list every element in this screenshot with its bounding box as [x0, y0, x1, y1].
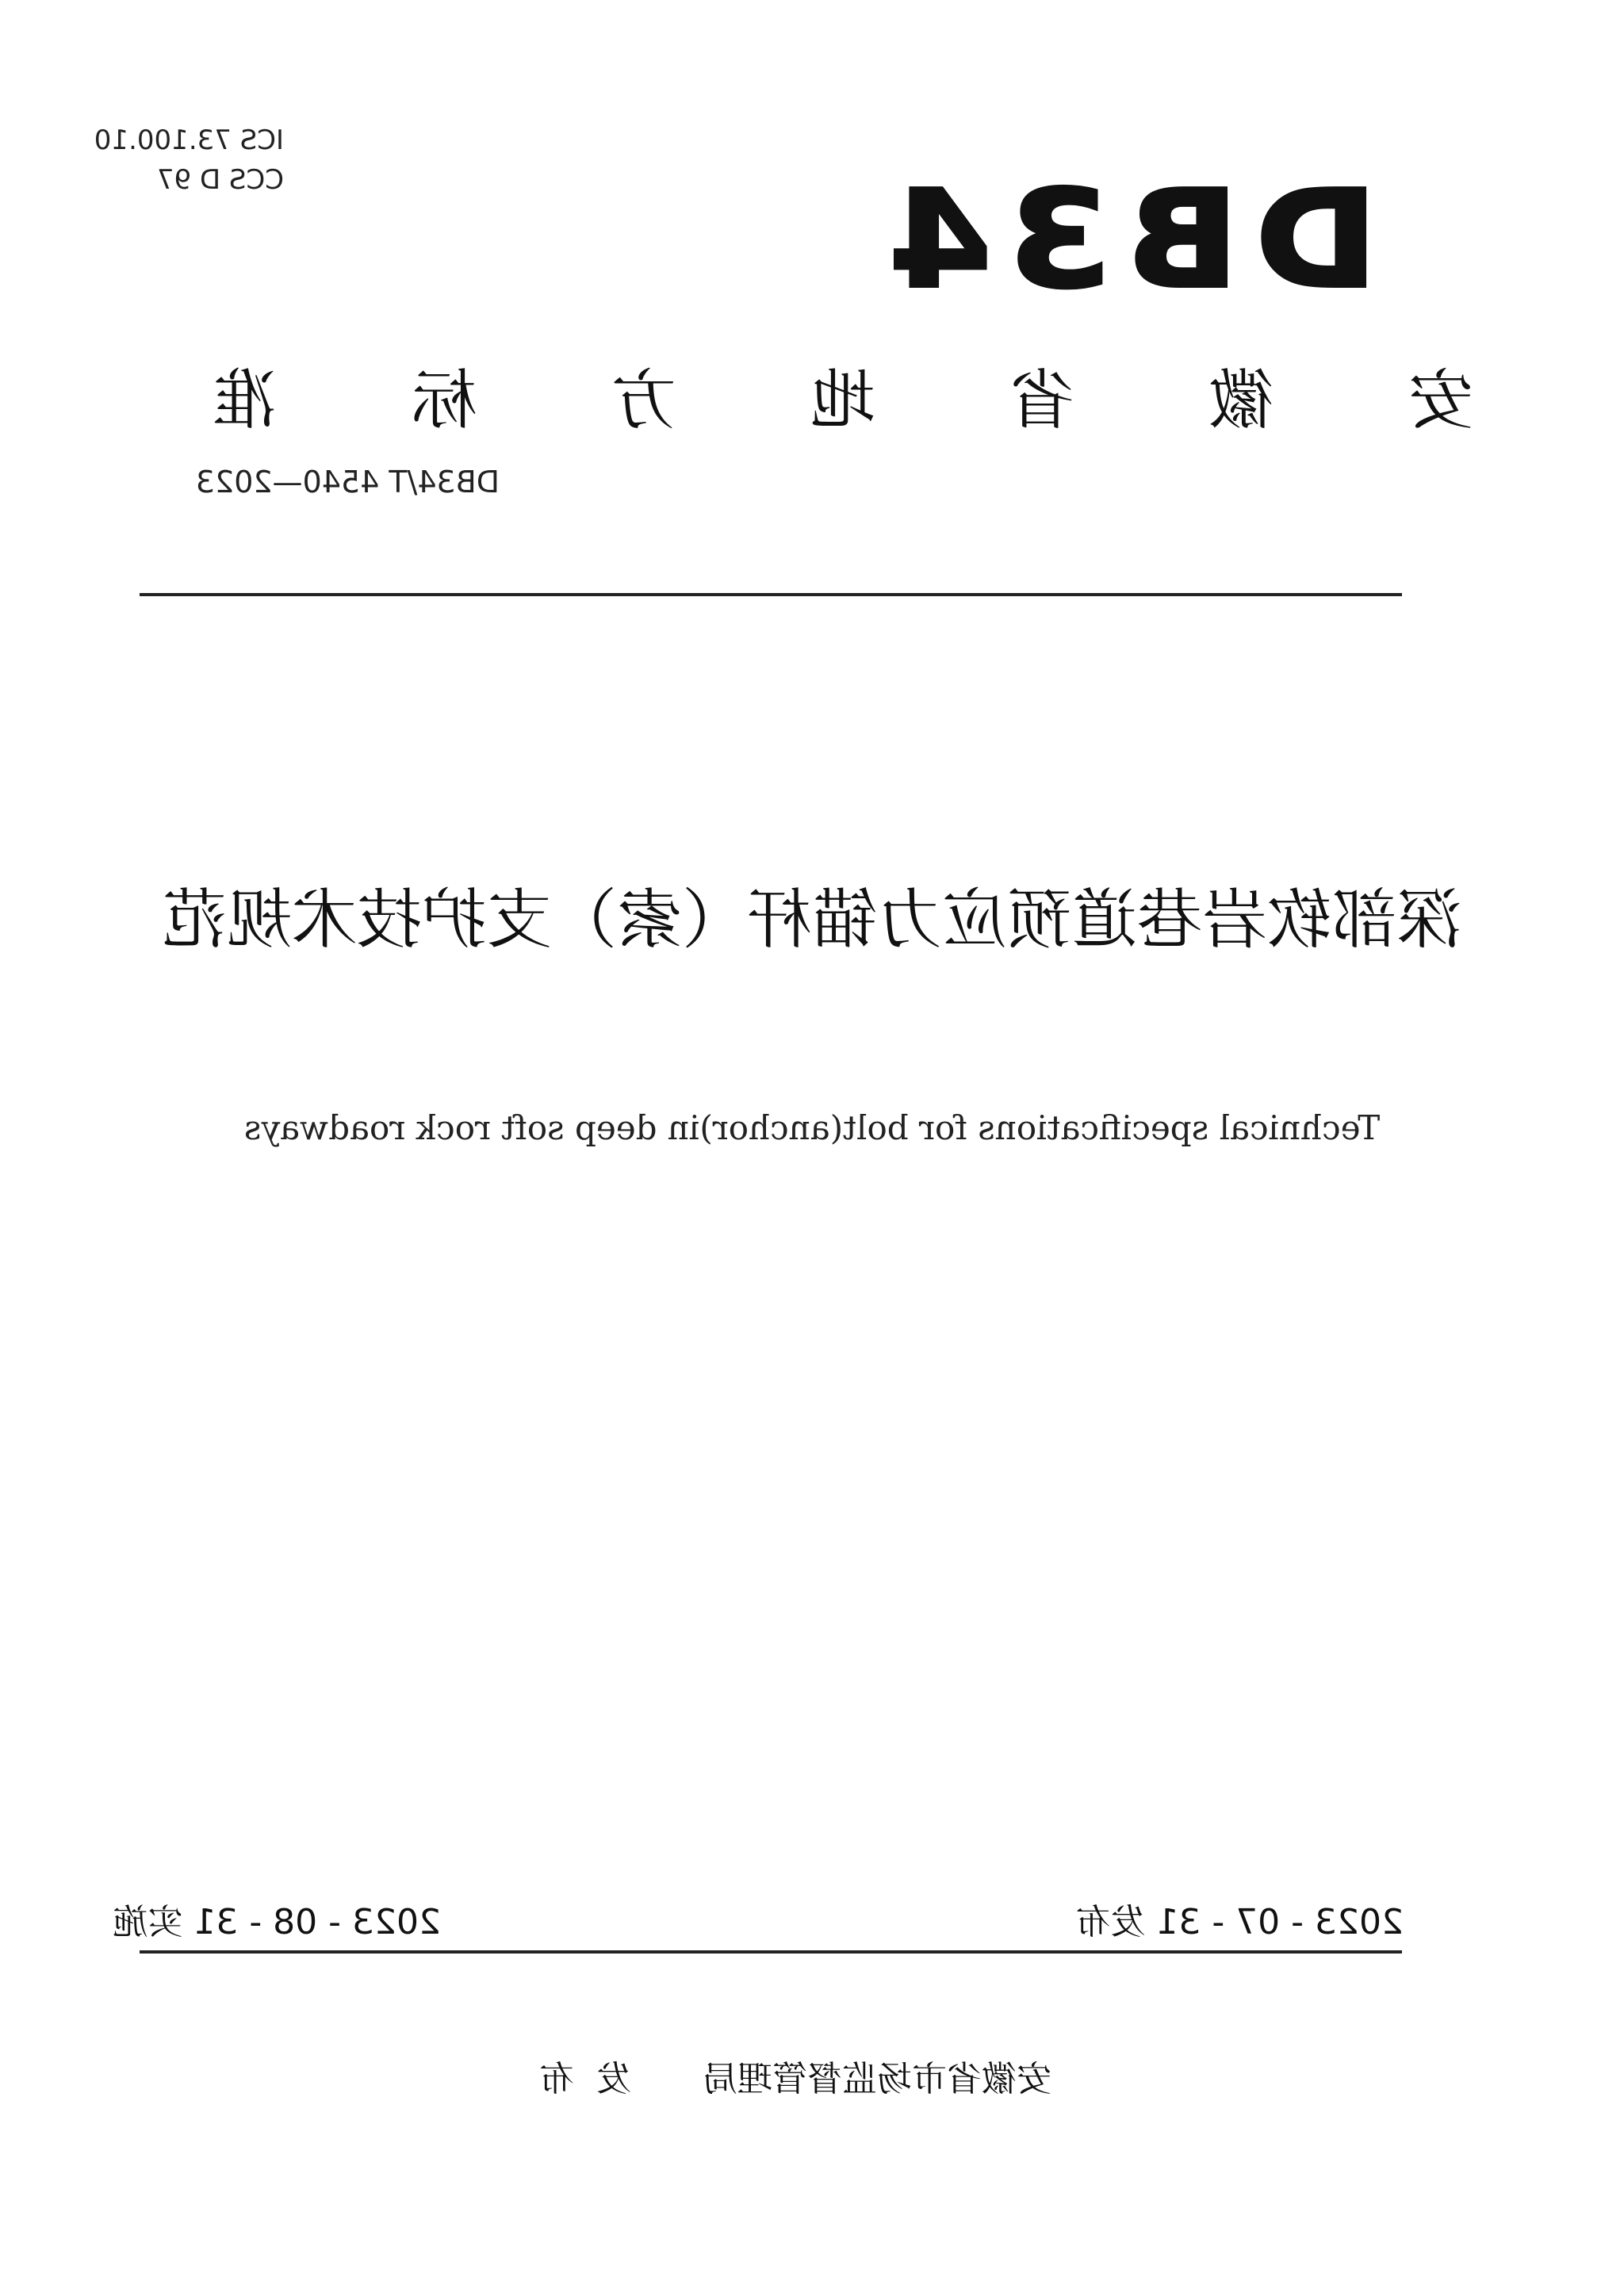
standard-type-char: 标 — [412, 363, 477, 438]
standard-type-heading — [213, 349, 1473, 442]
ics-code: ICS 73.100.10 — [94, 124, 284, 156]
standard-type-char: 方 — [611, 363, 676, 438]
standard-type-char: 地 — [810, 363, 876, 438]
issuing-authority — [517, 2050, 1051, 2101]
standard-type-char: 徽 — [1208, 363, 1274, 438]
logo-text: DB34 — [872, 162, 1378, 319]
english-title: Technical specifications for bolt(anchor)in deep soft rock roadways — [243, 1108, 1381, 1147]
issuer-name: 安徽省市场监督管理局 — [703, 2059, 1051, 2099]
db34-logo — [872, 162, 1378, 319]
standard-type-char: 安 — [1408, 363, 1473, 438]
published-date: 2023 - 07 - 31 发布 — [1075, 1902, 1404, 1942]
top-divider — [140, 593, 1402, 596]
standard-type-char: 省 — [1009, 363, 1075, 438]
standard-type-char: 准 — [213, 363, 278, 438]
classification-codes — [94, 121, 284, 200]
issuer-verb: 发布 — [517, 2059, 631, 2099]
ccs-code: CCS D 97 — [156, 164, 284, 196]
effective-date: 2023 - 08 - 31 实施 — [113, 1902, 441, 1942]
chinese-title: 深部软岩巷道预应力锚杆（索）支护技术规范 — [162, 882, 1463, 958]
bottom-divider — [140, 1950, 1402, 1954]
standard-number: DB34/T 4540—2023 — [195, 465, 500, 499]
